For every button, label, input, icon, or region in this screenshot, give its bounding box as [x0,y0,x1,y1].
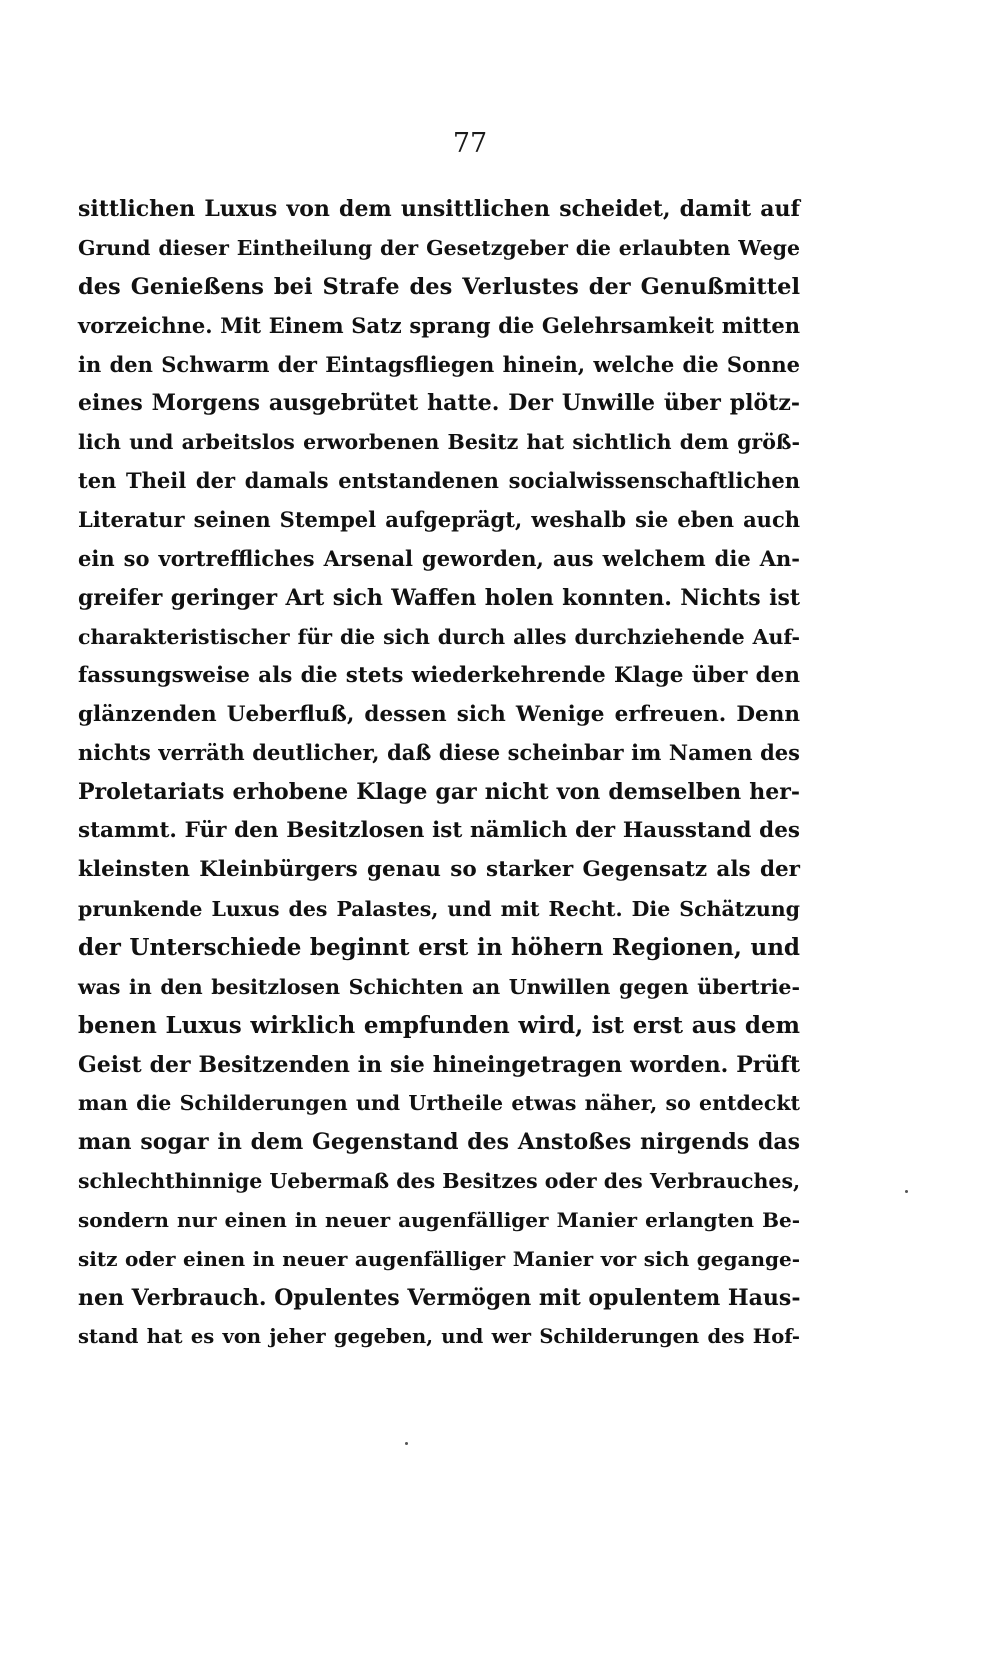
text-line: kleinsten Kleinbürgers genau so starker Gegensatz als der [78,857,800,883]
text-line: der Unterschiede beginnt erst in höhern Regionen, und [78,933,800,961]
text-line: des Genießens bei Strafe des Verlustes der Genußmittel [78,273,800,300]
text-line: stammt. Für den Besitzlosen ist nämlich der Hausstand des [78,818,800,844]
text-line: eines Morgens ausgebrütet hatte. Der Unwille über plötz- [78,390,800,417]
ink-speck [405,1442,408,1445]
ink-speck [905,1190,908,1193]
text-line: Proletariats erhobene Klage gar nicht von demselben her- [78,779,800,806]
text-line: stand hat es von jeher gegeben, und wer Schilderungen des Hof- [78,1324,800,1348]
page-number: 77 [452,128,488,159]
text-line: greifer geringer Art sich Waffen holen konnten. Nichts ist [78,584,800,611]
text-line: vorzeichne. Mit Einem Satz sprang die Gelehrsamkeit mitten [78,312,800,338]
text-line: Literatur seinen Stempel aufgeprägt, weshalb sie eben auch [78,507,800,533]
text-line: Geist der Besitzenden in sie hineingetragen worden. Prüft [78,1051,800,1078]
text-line: fassungsweise als die stets wiederkehrende Klage über den [78,662,800,688]
text-line: sittlichen Luxus von dem unsittlichen scheidet, damit auf [78,196,800,222]
text-line: man sogar in dem Gegenstand des Anstoßes nirgends das [78,1129,800,1156]
text-line: nen Verbrauch. Opulentes Vermögen mit opulentem Haus- [78,1284,801,1311]
text-line: sitz oder einen in neuer augenfälliger Manier vor sich gegange- [78,1247,800,1272]
text-line: nichts verräth deutlicher, daß diese scheinbar im Namen des [78,740,800,766]
text-line: Grund dieser Eintheilung der Gesetzgeber die erlaubten Wege [78,235,800,260]
text-line: in den Schwarm der Eintagsfliegen hinein, welche die Sonne [78,351,800,377]
text-line: man die Schilderungen und Urtheile etwas näher, so entdeckt [78,1091,800,1116]
text-line: lich und arbeitslos erworbenen Besitz hat sichtlich dem größ- [78,430,800,455]
text-line: charakteristischer für die sich durch alles durchziehende Auf- [78,624,800,649]
text-line: ein so vortreffliches Arsenal geworden, aus welchem die An- [78,546,800,572]
text-line: benen Luxus wirklich empfunden wird, ist erst aus dem [78,1011,800,1039]
body-text [78,190,800,1357]
text-line: glänzenden Ueberfluß, dessen sich Wenige erfreuen. Denn [78,701,800,727]
text-line: sondern nur einen in neuer augenfälliger Manier erlangten Be- [78,1208,800,1233]
text-line: ten Theil der damals entstandenen socialwissenschaftlichen [78,468,800,494]
text-line: prunkende Luxus des Palastes, und mit Recht. Die Schätzung [78,897,800,922]
text-line: was in den besitzlosen Schichten an Unwillen gegen übertrie- [78,974,800,999]
text-line: schlechthinnige Uebermaß des Besitzes oder des Verbrauches, [78,1169,801,1194]
